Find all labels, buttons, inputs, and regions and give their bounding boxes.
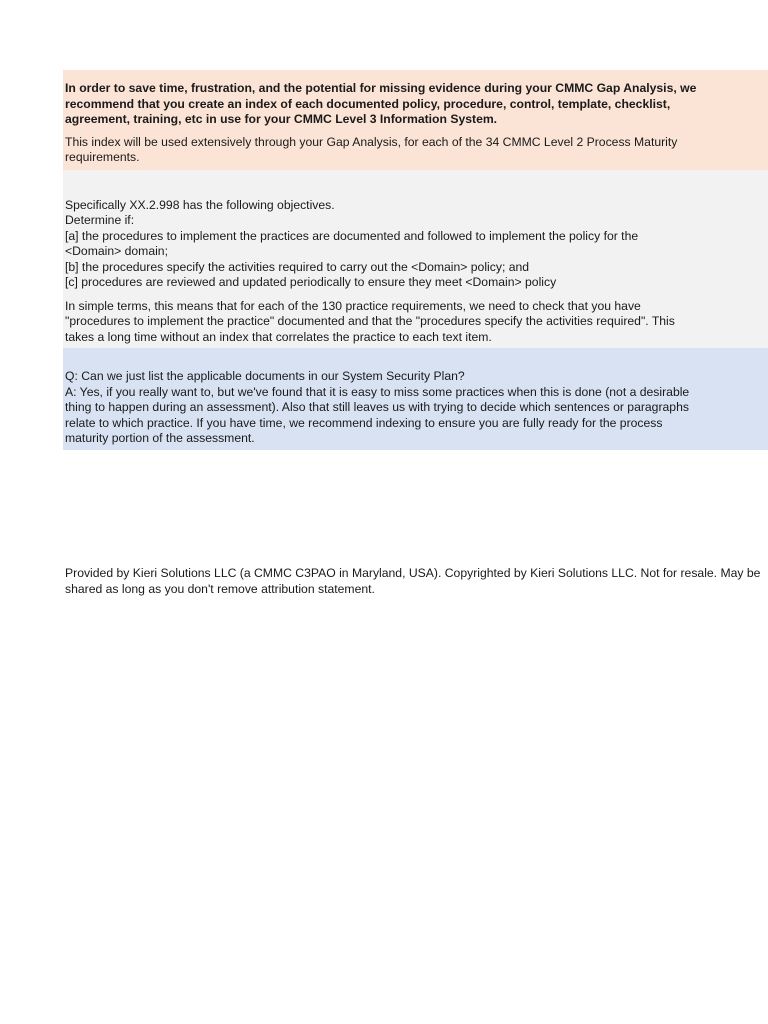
simple-terms-paragraph: [65, 299, 768, 346]
objectives-list: [65, 198, 768, 291]
intro-text-line: requirements.: [65, 150, 140, 164]
intro-recommendation: [65, 81, 768, 128]
intro-bold-line: agreement, training, etc in use for your CMMC Level 3 Information System.: [65, 112, 498, 126]
objective-line: Determine if:: [65, 213, 135, 227]
objective-line: [a] the procedures to implement the practices are documented and followed to implement the policy for the: [65, 228, 639, 243]
qa-paragraph: [65, 369, 768, 447]
intro-section: [63, 70, 768, 170]
objective-line: Specifically XX.2.998 has the following objectives.: [65, 197, 335, 212]
objective-line: [b] the procedures specify the activities required to carry out the <Domain> policy; and: [65, 259, 530, 274]
objective-line: [c] procedures are reviewed and updated periodically to ensure they meet <Domain> policy: [65, 275, 557, 289]
qa-answer-line: relate to which practice. If you have time, we recommend indexing to ensure you are fully ready for the process: [65, 415, 663, 430]
footer-line: Provided by Kieri Solutions LLC (a CMMC C3PAO in Maryland, USA). Copyrighted by Kieri Solutions LLC. Not for resale. May be: [65, 566, 761, 580]
intro-bold-line: In order to save time, frustration, and the potential for missing evidence during your CMMC Gap Analysis, we: [65, 81, 697, 95]
objectives-section: [63, 170, 768, 349]
simple-terms-line: "procedures to implement the practice" documented and that the "procedures specify the activities required". This: [65, 314, 675, 328]
intro-bold-line: recommend that you create an index of each documented policy, procedure, control, template, checklist,: [65, 96, 671, 111]
intro-index-usage: [65, 135, 768, 166]
intro-text-line: This index will be used extensively through your Gap Analysis, for each of the 34 CMMC Level 2 Process Maturity: [65, 134, 678, 149]
spreadsheet-content: [63, 70, 768, 450]
footer-line: shared as long as you don't remove attribution statement.: [65, 581, 375, 596]
simple-terms-line: takes a long time without an index that correlates the practice to each text item.: [65, 329, 492, 344]
qa-section: [63, 348, 768, 450]
objective-line: <Domain> domain;: [65, 244, 168, 258]
attribution-footer: [65, 566, 768, 597]
qa-answer-line: maturity portion of the assessment.: [65, 431, 255, 445]
qa-answer-line: thing to happen during an assessment). Also that still leaves us with trying to decide which sentences or paragraphs: [65, 400, 689, 414]
simple-terms-line: In simple terms, this means that for each of the 130 practice requirements, we need to check that you have: [65, 298, 641, 313]
qa-question: Q: Can we just list the applicable documents in our System Security Plan?: [65, 369, 465, 383]
qa-answer-line: A: Yes, if you really want to, but we've found that it is easy to miss some practices when this is done (not a desirable: [65, 384, 690, 399]
